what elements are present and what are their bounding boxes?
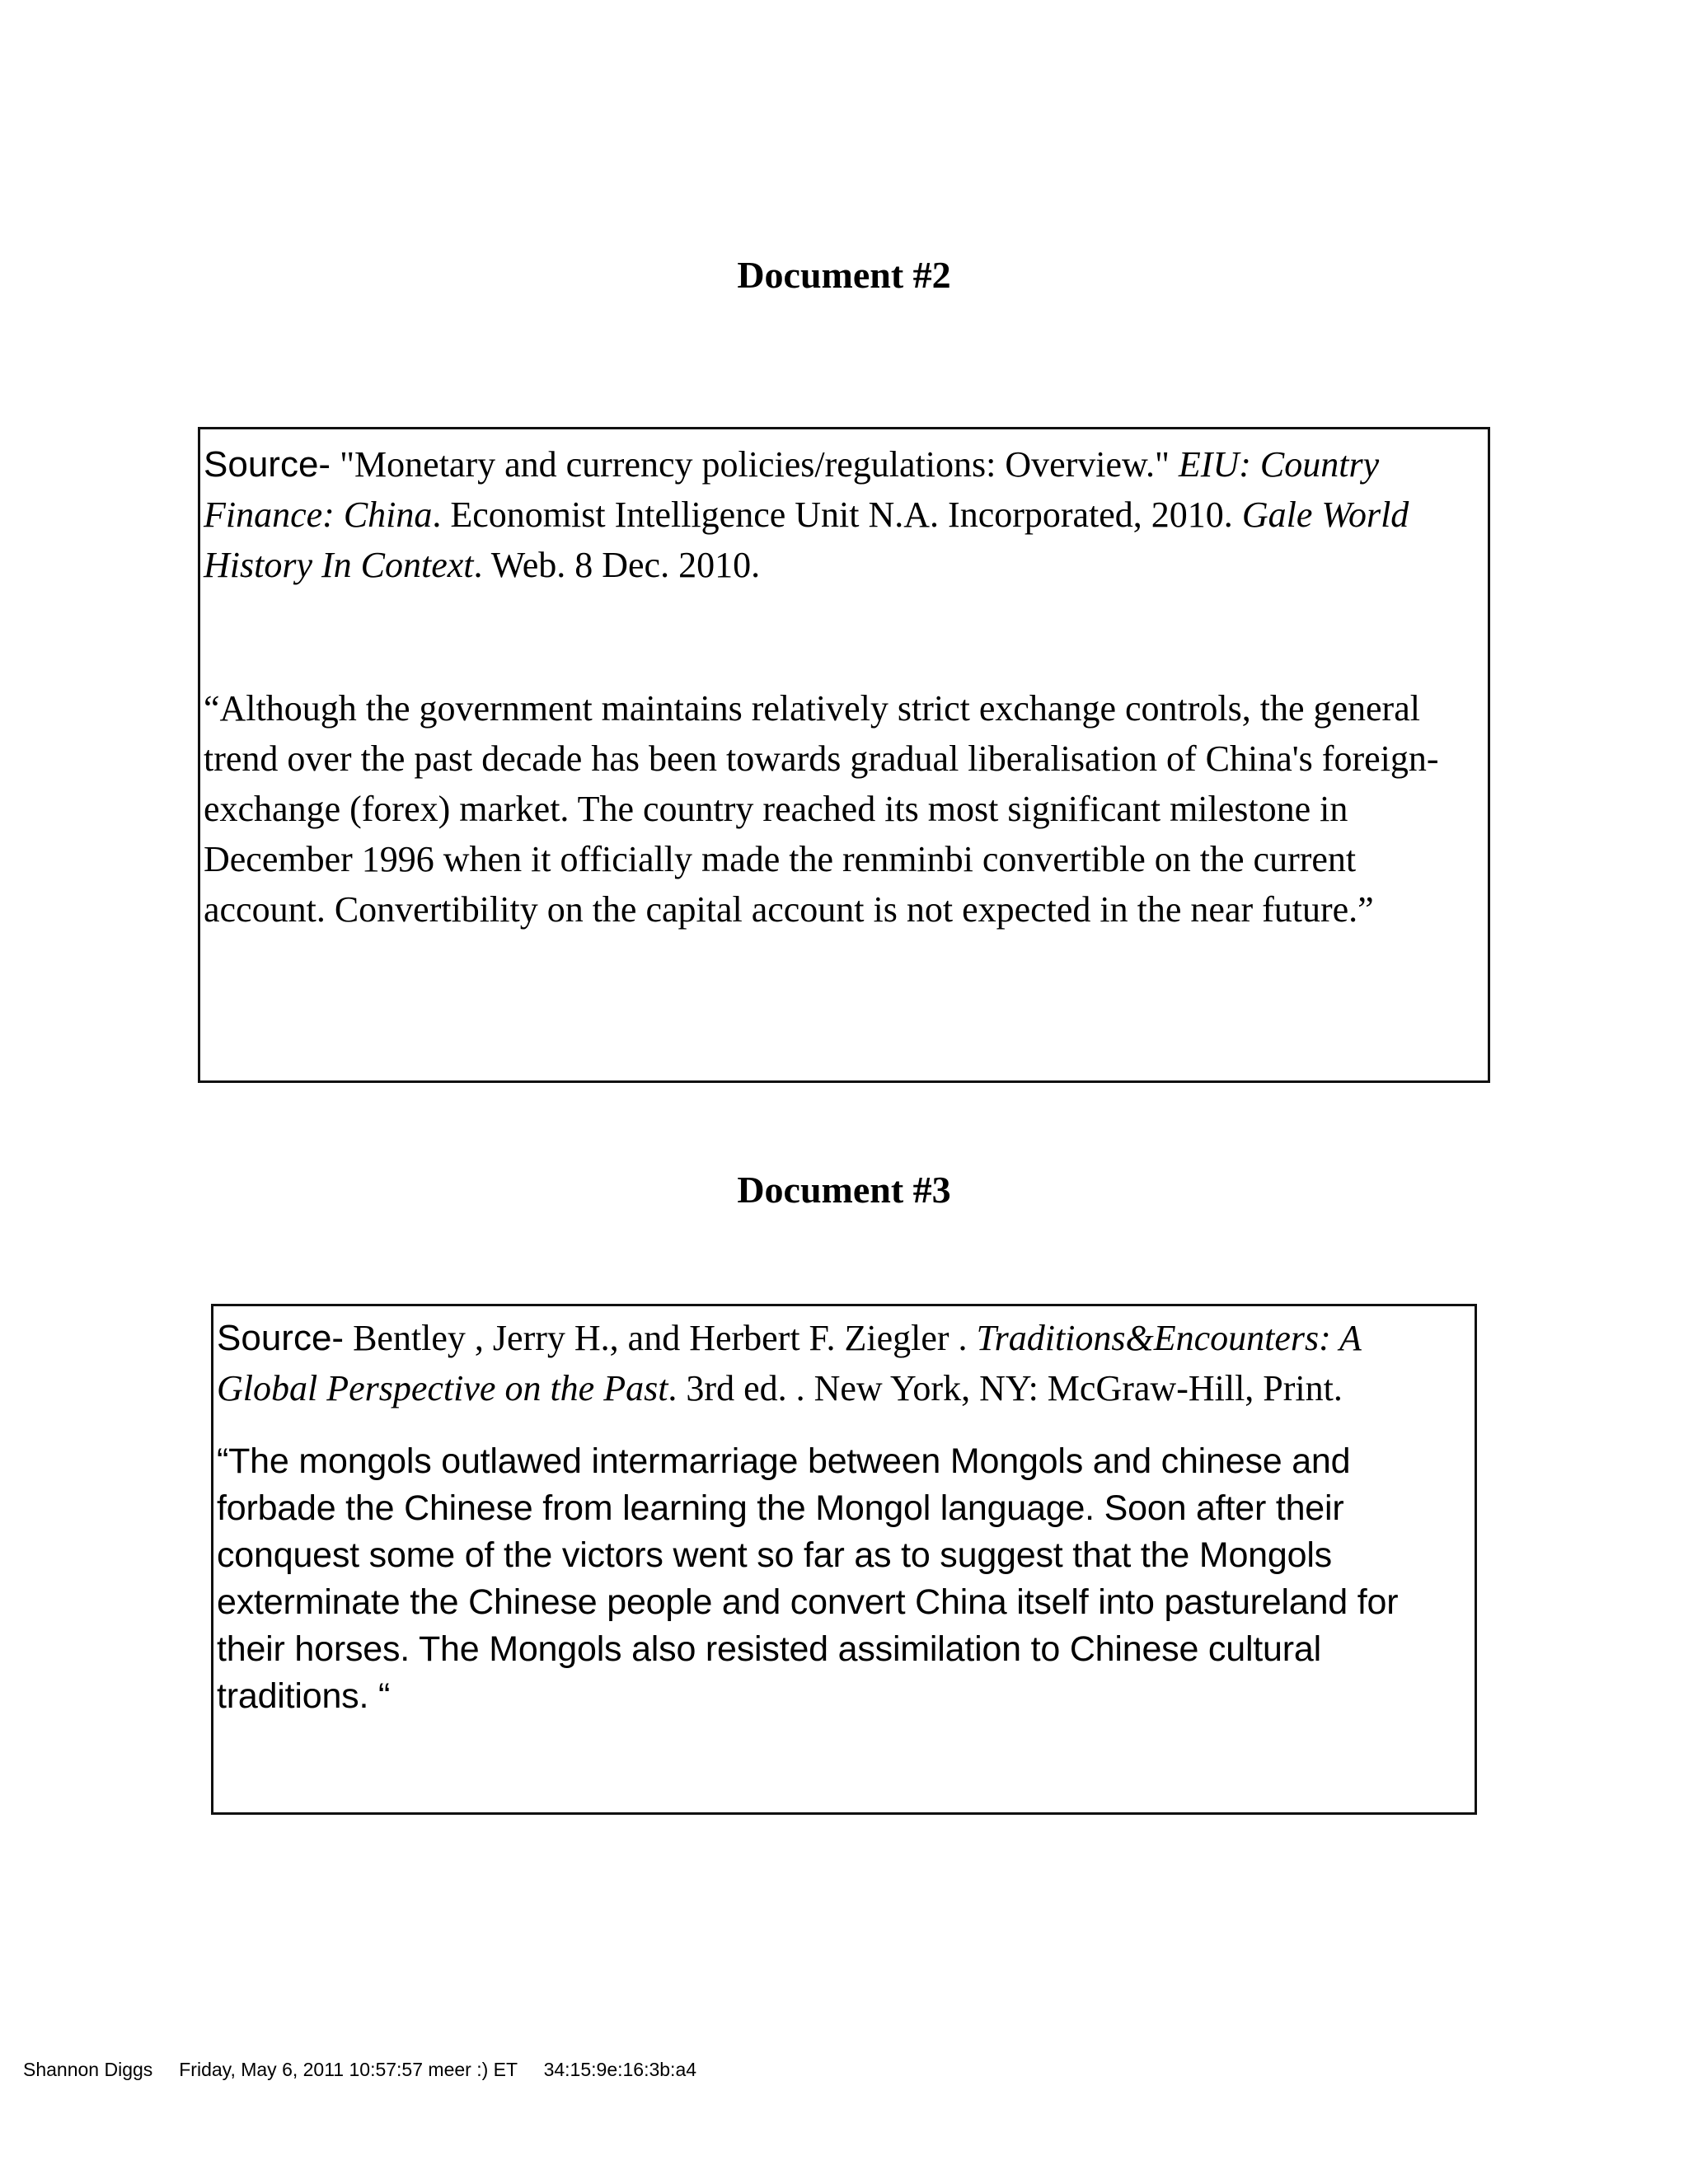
document-3-box: [211, 1304, 1477, 1815]
source-access: . Web. 8 Dec. 2010.: [473, 545, 761, 585]
footer-user: Shannon Diggs: [23, 2059, 153, 2080]
source-details: . 3rd ed. . New York, NY: McGraw-Hill, Print.: [668, 1368, 1343, 1408]
document-2-box: [198, 427, 1490, 1083]
source-title: "Monetary and currency policies/regulations: Overview.": [331, 444, 1179, 485]
document-2-source: [204, 439, 1479, 590]
footer-timestamp: Friday, May 6, 2011 10:57:57 meer :) ET: [179, 2059, 518, 2080]
source-publisher: . Economist Intelligence Unit N.A. Incorporated, 2010.: [432, 494, 1242, 535]
document-2-quote: “Although the government maintains relatively strict exchange controls, the general trend over the past decade has been towards gradual liberalisation of China's foreign-exchange (forex) market. The country reached its most significant milestone in December 1996 when it officially made the renminbi convertible on the current account. Convertibility on the capital account is not expected in the near future.”: [204, 688, 1439, 930]
document-3-quote: “The mongols outlawed intermarriage between Mongols and chinese and forbade the Chinese from learning the Mongol language. Soon after their conquest some of the victors went so far as to suggest that the Mongols exterminate the Chinese people and convert China itself into pastureland for their horses. The Mongols also resisted assimilation to Chinese cultural traditions. “: [217, 1441, 1399, 1716]
source-label: Source-: [204, 444, 331, 485]
document-2-heading: Document #2: [737, 254, 951, 296]
footer-id: 34:15:9e:16:3b:a4: [543, 2059, 697, 2080]
source-authors: Bentley , Jerry H., and Herbert F. Ziegler .: [344, 1318, 977, 1358]
source-label: Source-: [217, 1318, 345, 1358]
source-publication: EIU: Country Finance: China: [204, 444, 1380, 535]
source-book: Traditions&Encounters: A Global Perspective on the Past: [217, 1318, 1362, 1408]
print-footer: [23, 2057, 696, 2082]
source-database: Gale World History In Context: [204, 494, 1409, 585]
document-3-heading: Document #3: [737, 1169, 951, 1211]
document-3-source: [217, 1313, 1466, 1413]
